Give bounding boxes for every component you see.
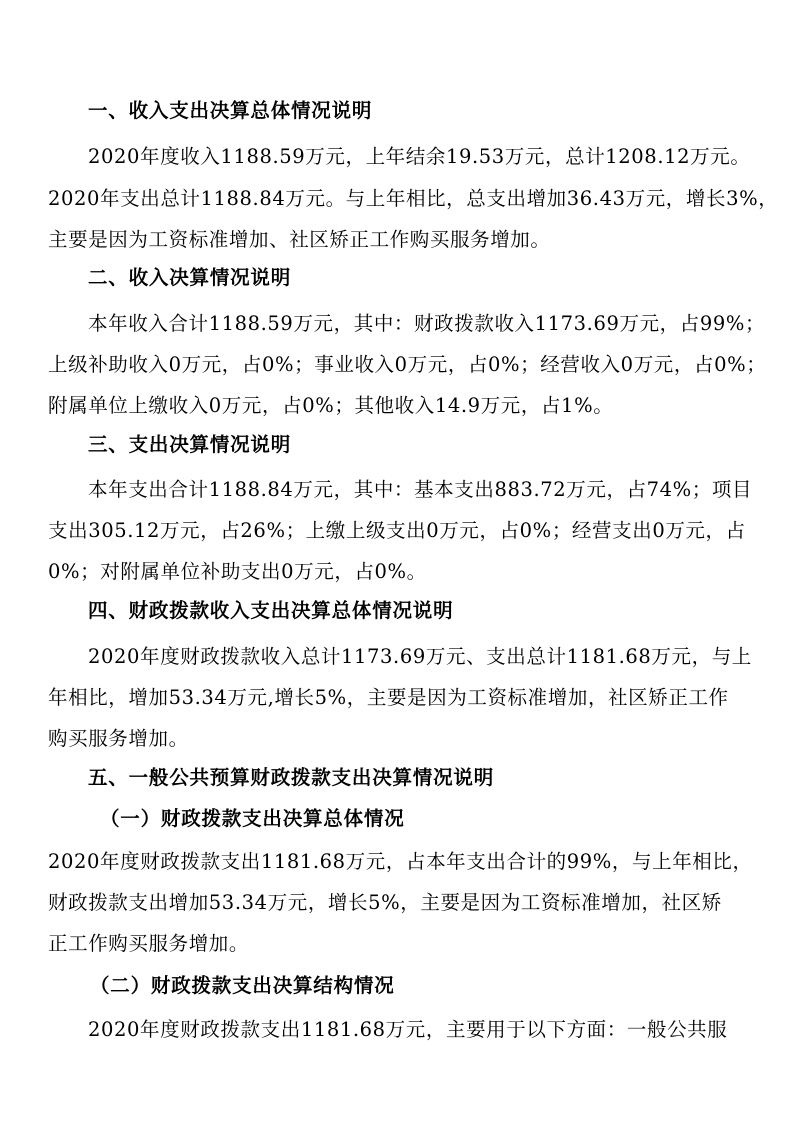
section-heading-income-expenditure-overview: 一、收入支出决算总体情况说明 xyxy=(88,99,373,122)
paragraph-line: 附属单位上缴收入0万元，占0%；其他收入14.9万元，占1%。 xyxy=(48,394,614,417)
paragraph-line: 本年支出合计1188.84万元，其中：基本支出883.72万元，占74%；项目 xyxy=(88,478,753,501)
paragraph-line: 年相比，增加53.34万元,增长5%，主要是因为工资标准增加，社区矫正工作 xyxy=(48,686,729,709)
paragraph-line: 2020年度财政拨款支出1181.68万元，占本年支出合计的99%，与上年相比， xyxy=(48,850,753,873)
subsection-heading-structure: （二）财政拨款支出决算结构情况 xyxy=(90,974,395,997)
paragraph-line: 支出305.12万元，占26%；上缴上级支出0万元，占0%；经营支出0万元，占 xyxy=(48,519,746,542)
paragraph-line: 正工作购买服务增加。 xyxy=(48,932,250,955)
section-heading-general-public-budget: 五、一般公共预算财政拨款支出决算情况说明 xyxy=(88,766,495,789)
paragraph-line: 购买服务增加。 xyxy=(48,727,189,750)
paragraph-line: 2020年支出总计1188.84万元。与上年相比，总支出增加36.43万元，增长3%， xyxy=(48,187,779,210)
paragraph-line: 上级补助收入0万元，占0%；事业收入0万元，占0%；经营收入0万元，占0%； xyxy=(48,353,767,376)
section-heading-expenditure: 三、支出决算情况说明 xyxy=(88,433,292,456)
section-heading-income: 二、收入决算情况说明 xyxy=(88,266,292,289)
paragraph-line: 0%；对附属单位补助支出0万元，占0%。 xyxy=(48,560,427,583)
paragraph-line: 财政拨款支出增加53.34万元，增长5%，主要是因为工资标准增加，社区矫 xyxy=(48,891,722,914)
paragraph-line: 2020年度财政拨款支出1181.68万元，主要用于以下方面：一般公共服 xyxy=(88,1018,728,1041)
subsection-heading-overall: （一）财政拨款支出决算总体情况 xyxy=(100,807,405,830)
paragraph-line: 2020年度财政拨款收入总计1173.69万元、支出总计1181.68万元，与上 xyxy=(88,645,752,668)
section-heading-fiscal-appropriation-overview: 四、财政拨款收入支出决算总体情况说明 xyxy=(88,599,454,622)
paragraph-line: 本年收入合计1188.59万元，其中：财政拨款收入1173.69万元，占99%； xyxy=(88,312,766,335)
paragraph-line: 主要是因为工资标准增加、社区矫正工作购买服务增加。 xyxy=(48,228,551,251)
paragraph-line: 2020年度收入1188.59万元，上年结余19.53万元，总计1208.12万元。 xyxy=(88,145,751,168)
